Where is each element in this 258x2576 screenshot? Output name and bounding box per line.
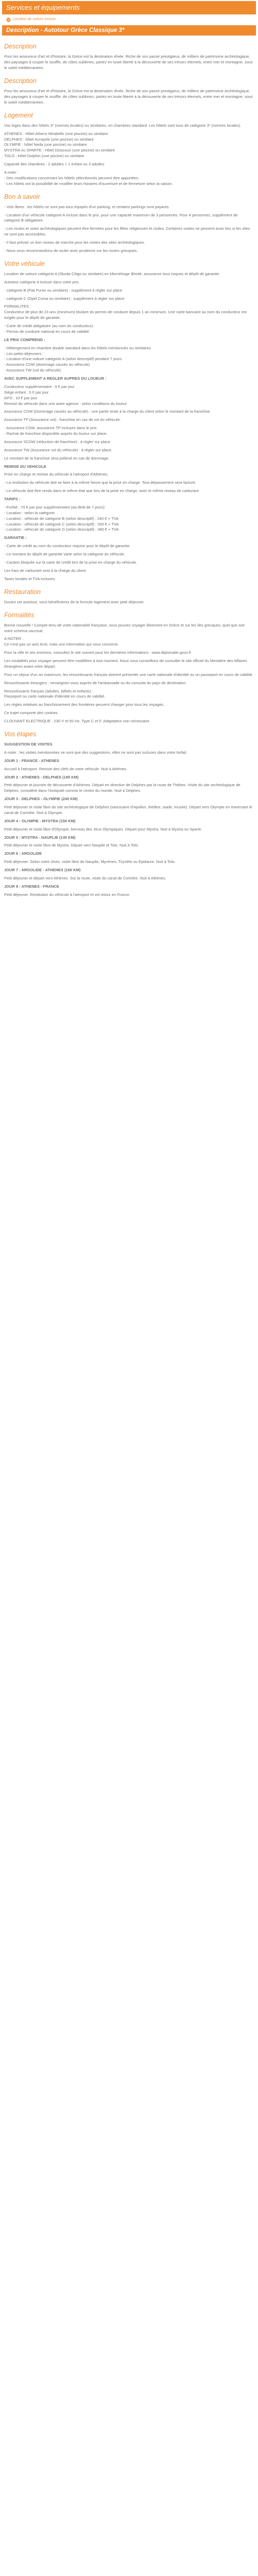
- section-paragraph: Accueil à l'aéroport. Remise des clefs de votre véhicule. Nuit à Athènes.: [4, 766, 127, 771]
- section-content: [2, 89, 256, 106]
- section-paragraph: Le montant de la franchise sera prélevé en cas de dommage.: [4, 455, 109, 461]
- section-formalites: [2, 611, 256, 724]
- section-description-1: [2, 42, 256, 71]
- section-paragraph: ATHENES : Hôtel Athens Mirabello (une piscine) ou similaire DELPHES : hôtel Acropole (une piscine) ou similaire OLYMPIE : hôtel Neda (une piscine) ou similaire MYSTRA ou SPARTE : Hôtel Dioscouri (une piscine) ou similaire TOLO : hôtel Dolphin (une piscine) ou similaire: [4, 131, 115, 159]
- page: [0, 1, 258, 898]
- section-paragraph: Pour les amoureux d'art et d'histoire, la Grèce est la destination rêvée. Riche de son passé prestigieux, de milliers de patrimoine archéologique, des paysages à couper le souffle, de côtes sublimes, partez en toute liberté à la découverte de ses trésors éternels, entre mer et montagne, sous le soleil méditerranéen.: [4, 54, 253, 71]
- section-paragraph: LE PRIX COMPREND :: [4, 337, 45, 342]
- section-paragraph: Les modalités pour voyager peuvent être modifiées à tout moment. Nous vous conseillons de consulter le site officiel du Ministère des Affaires étrangères avant votre départ.: [4, 658, 247, 669]
- section-paragraph: Ressortissants français (adultes, bébés et enfants) : Passeport ou carte nationale d'identité en cours de validité.: [4, 688, 106, 699]
- section-paragraph: Ressortissants étrangers : renseignez-vous auprès de l'ambassade ou du consulat du pays de destination.: [4, 680, 187, 685]
- section-paragraph: Assurance CDW (Dommage causés au véhicule) : une partie reste à la charge du client selon le montant de la franchise.: [4, 409, 211, 414]
- description-title: Description - Autotour Grèce Classique 3*: [6, 27, 124, 33]
- section-paragraph: Petit déjeuner et visite libre de Mystra. Départ vers Nauplie et Tolo. Nuit à Tolo.: [4, 843, 139, 848]
- section-paragraph: Petit déjeuner et visite libre d'Olympie, berceau des Jeux Olympiques. Départ pour Mystra. Nuit à Mystra ou Sparte.: [4, 826, 202, 832]
- section-paragraph: JOUR 5 : MYSTRA - NAUPLIE (130 KM): [4, 835, 76, 840]
- section-paragraph: - Le véhicule doit être rendu dans le même état que lors de la prise en charge, avec le même niveau de carburant.: [4, 488, 200, 494]
- car-icon: [6, 18, 11, 22]
- section-paragraph: SUGGESTION DE VISITES: [4, 742, 53, 747]
- page-title: Services et équipements: [6, 3, 80, 11]
- section-paragraph: Les règles relatives au franchissement des frontières peuvent changer pour tous les voyages.: [4, 702, 165, 707]
- section-content: [2, 272, 256, 335]
- section-paragraph: Petit déjeuner et visite libre du site archéologique de Delphes (sanctuaire d'Apollon, théâtre, stade, musée). Départ vers Olympie en traversant le canal de Corinthe. Nuit à Olympie.: [4, 805, 252, 815]
- section-paragraph: Conducteur supplémentaire : 5 € par jour Siège enfant : 5 € par jour GPS : 10 € par jour Remise du véhicule dans une autre agence : selon conditions du loueur: [4, 384, 127, 406]
- section-paragraph: - Il faut prévoir un bon niveau de marche pour les visites des sites archéologiques.: [4, 240, 146, 245]
- section-paragraph: JOUR 6 : ARGOLIDE: [4, 851, 42, 856]
- section-content: [2, 623, 256, 724]
- section-paragraph: Les frais de carburant sont à la charge du client.: [4, 568, 87, 573]
- section-content: [2, 205, 256, 254]
- section-paragraph: CLOUVANT ELECTRIQUE : 230 V et 50 Hz. Type C et F. Adaptateur non nécessaire.: [4, 719, 151, 724]
- section-paragraph: Petit déjeuner et départ vers Athènes. Sur la route, visite du canal de Corinthe. Nuit à Athènes.: [4, 875, 166, 880]
- section-paragraph: Assurance SCDW (réduction de franchise) : à régler sur place.: [4, 439, 111, 444]
- section-title: Description: [4, 43, 37, 50]
- section-content: [2, 337, 256, 462]
- sections-container: [2, 42, 256, 897]
- section-paragraph: Prise en charge et remise du véhicule à l'aéroport d'Athènes.: [4, 472, 109, 477]
- section-paragraph: - Carte de crédit obligatoire (au nom du conducteur). - Permis de conduire national en cours de validité.: [4, 324, 94, 334]
- section-paragraph: REMISE DU VEHICULE: [4, 464, 46, 469]
- section-title: Restauration: [4, 588, 41, 596]
- section-paragraph: A NOTER : Ce n'est pas un avis écrit, mais une information qui vous concerne.: [4, 636, 119, 647]
- section-paragraph: Durant cet autotour, vous bénéficierez de la formule logement avec petit déjeuner.: [4, 599, 144, 604]
- section-paragraph: JOUR 1 : FRANCE - ATHENES: [4, 758, 59, 763]
- section-bon-a-savoir: [2, 192, 256, 254]
- section-logement: [2, 111, 256, 187]
- section-title: Formalités: [4, 611, 35, 619]
- section-paragraph: - Forfait : 70 € par jour supplémentaire (au-delà de 7 jours) - Location : selon la catégorie - Location : véhicule de catégorie B (selon descriptif) : 240 € + TVA - Location : véhicule de catégorie C (selon descriptif) : 300 € + TVA - Location : véhicule de catégorie D (selon descriptif) : 380 € + TVA: [4, 504, 119, 532]
- page-header-bar: [2, 1, 256, 14]
- section-paragraph: Taxes locales et TVA incluses.: [4, 576, 56, 581]
- section-content: [2, 123, 256, 187]
- section-paragraph: - Les routes et voies archéologiques peuvent être fermées pour les fêtes religieuses et civiles. Certaines visites ne peuvent avoir lieu si les sites ne sont pas accessibles.: [4, 226, 250, 237]
- section-paragraph: JOUR 4 : OLYMPIE - MYSTRA (150 KM): [4, 818, 76, 823]
- section-paragraph: - Hébergement en chambre double standard dans les hôtels mentionnés ou similaires - Les petits-déjeuners - Location d'une voiture catégorie A (selon descriptif) pendant 7 jours - Assurance CDW (dommage causés au véhicule) - Assurance TW (vol du véhicule): [4, 345, 151, 373]
- section-paragraph: JOUR 8 : ATHENES - FRANCE: [4, 884, 59, 889]
- section-le-prix-comprend: [2, 337, 256, 462]
- location-label: Location de voiture incluse: [13, 18, 56, 21]
- section-paragraph: A noter : les visites mentionnées ne sont que des suggestions, elles ne sont pas incluses dans votre forfait.: [4, 750, 187, 755]
- location-badge: [2, 14, 256, 25]
- section-title: Bon à savoir: [4, 193, 40, 200]
- section-title: Votre véhicule: [4, 260, 45, 267]
- section-paragraph: GARANTIE :: [4, 535, 27, 540]
- section-paragraph: Assurance TP (Assurance vol) : franchise en cas de vol du véhicule.: [4, 417, 121, 422]
- section-remise-vehicule: [2, 464, 256, 582]
- section-paragraph: - Caution bloquée sur la carte de crédit lors de la prise en charge du véhicule.: [4, 560, 137, 565]
- section-paragraph: - Le montant du dépôt de garantie varie selon la catégorie du véhicule.: [4, 552, 125, 557]
- section-paragraph: - catégorie C (Opel Corsa ou similaire) : supplément à régler sur place: [4, 296, 125, 301]
- section-paragraph: Bonne nouvelle ! Compte tenu de votre nationalité française, vous pouvez voyager librement en Grèce et sur les îles grecques, quel que soit votre schéma vaccinal.: [4, 622, 245, 633]
- section-paragraph: Petit déjeuner. Selon votre choix, visite libre de Nauplie, Mycènes, Tirynthe ou Epidaure. Nuit à Tolo.: [4, 859, 176, 865]
- section-paragraph: Pour un séjour d'un an maximum, les ressortissants français doivent présenter une carte nationale d'identité ou un passeport en cours de validité.: [4, 672, 253, 677]
- section-paragraph: Petit déjeuner. Restitution du véhicule à l'aéroport et vol retour en France.: [4, 892, 131, 897]
- description-header-bar: [2, 25, 256, 36]
- section-paragraph: - Vols libres : les hôtels ne sont pas tous équipés d'un parking, et certains parkings sont payants.: [4, 204, 170, 209]
- section-description-2: [2, 76, 256, 106]
- section-content: [2, 464, 256, 582]
- section-paragraph: Capacité des chambres : 2 adultes + 1 enfant ou 3 adultes: [4, 162, 105, 167]
- section-content: [2, 600, 256, 605]
- section-paragraph: Ce trajet comporte des cookies.: [4, 710, 59, 716]
- section-title: Vos étapes: [4, 730, 37, 738]
- section-paragraph: JOUR 7 : ARGOLIDE - ATHENES (160 KM): [4, 868, 81, 873]
- section-paragraph: JOUR 3 : DELPHES - OLYMPIE (240 KM): [4, 796, 78, 802]
- section-restauration: [2, 587, 256, 605]
- section-vos-etapes: [2, 730, 256, 898]
- section-paragraph: JOUR 2 : ATHENES - DELPHES (190 KM): [4, 774, 79, 779]
- section-paragraph: FORMALITES : Conducteur de plus de 23 ans (minimum) titulaire du permis de conduire depuis 1 an minimum. Une carte bancaire au nom du conducteur est exigée pour le dépôt de garantie.: [4, 304, 247, 320]
- section-paragraph: Assurance TW (Assurance vol du véhicule) : à régler sur place.: [4, 447, 112, 452]
- section-paragraph: TARIFS :: [4, 497, 21, 502]
- section-paragraph: - La restitution du véhicule doit se faire à la même heure que la prise en charge. Tout dépassement sera facturé.: [4, 480, 197, 485]
- section-paragraph: Pour la ville et ses environs, consultez le site suivant pour les dernières informations : www.diplomatie.gouv.fr: [4, 650, 191, 655]
- section-paragraph: Vos logez dans des hôtels 3* (normes locales) ou similaires, en chambres standard. Les hôtels sont tous de catégorie 3* (normes locales).: [4, 123, 241, 128]
- section-content: [2, 742, 256, 898]
- section-paragraph: AVEC SUPPLEMENT A REGLER AUPRES DU LOUEUR :: [4, 376, 107, 381]
- section-paragraph: Petit déjeuner et journée de découverte d'Athènes. Départ en direction de Delphes par la route de Thèbes. Visite du site archéologique de Delphes, considéré dans l'Antiquité comme le centre du monde. Nuit à Delphes.: [4, 783, 240, 793]
- section-paragraph: Pour les amoureux d'art et d'histoire, la Grèce est la destination rêvée. Riche de son passé prestigieux, de milliers de patrimoine archéologique, des paysages à couper le souffle, de côtes sublimes, partez en toute liberté à la découverte de ses trésors éternels, entre mer et montagne, sous le soleil méditerranéen.: [4, 89, 253, 105]
- section-paragraph: A noter : - Des modifications concernant les hôtels sélectionnés peuvent être apportées. - Les hôtels ont la possibilité de modifier leurs horaires d'ouverture et de fermeture selon la saison.: [4, 170, 173, 186]
- section-paragraph: - catégorie B (Fiat Punto ou similaire) : supplément à régler sur place: [4, 287, 122, 293]
- section-title: Description: [4, 77, 37, 84]
- section-paragraph: Autotour catégorie A incluse dans votre prix.: [4, 279, 80, 284]
- section-paragraph: - Location d'un véhicule catégorie A incluse dans le prix, pour une capacité maximum de 3 personnes. Pour 4 personnes, supplément de catégorie B obligatoire.: [4, 212, 238, 223]
- section-paragraph: - Assurance CDW, assurance TP incluses dans le prix. - Rachat de franchise disponible auprès du loueur sur place.: [4, 426, 108, 436]
- section-votre-vehicule: [2, 259, 256, 335]
- section-paragraph: - Nous vous recommandons de rouler avec prudence sur les routes grecques.: [4, 248, 138, 253]
- section-paragraph: Location de voiture catégorie A (Skoda Citigo ou similaire) en kilométrage illimité, assurance tous risques et dépôt de garantie.: [4, 271, 220, 276]
- section-paragraph: - Carte de crédit au nom du conducteur requise pour le dépôt de garantie.: [4, 544, 131, 549]
- section-content: [2, 54, 256, 71]
- section-title: Logement: [4, 111, 33, 119]
